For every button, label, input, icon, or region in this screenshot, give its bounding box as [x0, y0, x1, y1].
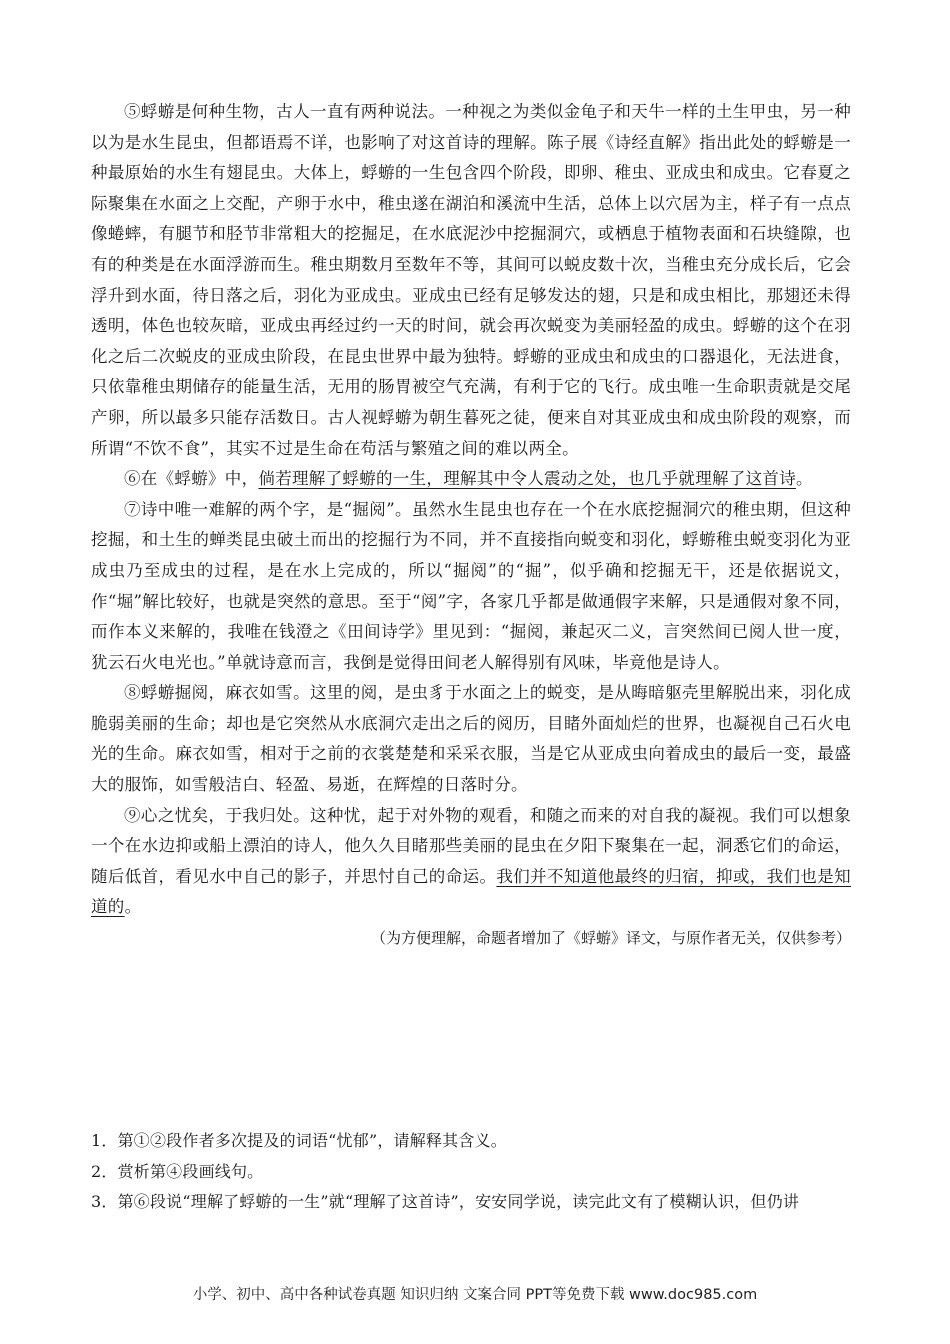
paragraph-9-end: 。 — [124, 897, 142, 917]
editor-note: （为方便理解，命题者增加了《蜉蝣》译文，与原作者无关，仅供参考） — [370, 929, 851, 948]
page-footer: 小学、初中、高中各种试卷真题 知识归纳 文案合同 PPT等免费下载 www.doc985.com — [192, 1287, 758, 1303]
paragraph-9 — [91, 801, 851, 923]
paragraph-9-underlined-sentence: 我们并不知道他最终的归宿，抑或，我们也是知道的 — [91, 866, 851, 917]
question-3: 3．第⑥段说“理解了蜉蝣的一生”就“理解了这首诗”，安安同学说，读完此文有了模糊认识，但仍讲 — [91, 1192, 800, 1211]
paragraph-6-lead: ⑥在《蜉蝣》中， — [124, 469, 259, 489]
paragraph-9-lead: ⑨心之忧矣，于我归处。这种忧，起于对外物的观看，和随之而来的对自我的凝视。我们可以想象一个在水边抑或船上漂泊的诗人，他久久目睹那些美丽的昆虫在夕阳下聚集在一起，洞悉它们的命运，随后低首，看见水中自己的影子，并思忖自己的命运。 — [91, 805, 851, 886]
paragraph-7: ⑦诗中唯一难解的两个字，是“掘阅”。虽然水生昆虫也存在一个在水底挖掘洞穴的稚虫期，但这种挖掘，和土生的蝉类昆虫破土而出的挖掘行为不同，并不直接指向蜕变和羽化，蜉蝣稚虫蜕变羽化为亚成虫乃至成虫的过程，是在水上完成的，所以“掘阅”的“掘”，似乎确和挖掘无干，还是依据说文，作“堀”解比较好，也就是突然的意思。至于“阅”字，各家几乎都是做通假字来解，只是通假对象不同，而作本义来解的，我唯在钱澄之《田间诗学》里见到：“掘阅，兼起灭二义，言突然间已阅人世一度，犹云石火电光也。”单就诗意而言，我倒是觉得田间老人解得别有风味，毕竟他是诗人。 — [91, 499, 851, 672]
question-2: 2．赏析第④段画线句。 — [91, 1161, 264, 1181]
question-list — [91, 1126, 881, 1218]
paragraph-6-end: 。 — [796, 469, 813, 489]
paragraph-8: ⑧蜉蝣掘阅，麻衣如雪。这里的阅，是虫豸于水面之上的蜕变，是从晦暗躯壳里解脱出来，羽化成脆弱美丽的生命；却也是它突然从水底洞穴走出之后的阅历，目睹外面灿烂的世界，也凝视自己石火电光的生命。麻衣如雪，相对于之前的衣裳楚楚和采采衣服，当是它从亚成虫向着成虫的最后一变，最盛大的服饰，如雪般洁白、轻盈、易逝，在辉煌的日落时分。 — [91, 683, 851, 795]
question-1: 1．第①②段作者多次提及的词语“忧郁”，请解释其含义。 — [91, 1131, 507, 1150]
paragraph-6-underlined-sentence: 倘若理解了蜉蝣的一生，理解其中令人震动之处，也几乎就理解了这首诗 — [258, 469, 797, 489]
article-body — [91, 97, 851, 954]
paragraph-6 — [91, 464, 851, 495]
paragraph-5: ⑤蜉蝣是何种生物，古人一直有两种说法。一种视之为类似金龟子和天牛一样的土生甲虫，另一种以为是水生昆虫，但都语焉不详，也影响了对这首诗的理解。陈子展《诗经直解》指出此处的蜉蝣是一种最原始的水生有翅昆虫。大体上，蜉蝣的一生包含四个阶段，即卵、稚虫、亚成虫和成虫。它春夏之际聚集在水面之上交配，产卵于水中，稚虫遂在湖泊和溪流中生活，总体上以穴居为主，样子有一点点像蜷蟀，有腿节和胫节非常粗大的挖掘足，在水底泥沙中挖掘洞穴，或栖息于植物表面和石块缝隙，也有的种类是在水面浮游而生。稚虫期数月至数年不等，其间可以蜕皮数十次，当稚虫充分成长后，它会浮升到水面，待日落之后，羽化为亚成虫。亚成虫已经有足够发达的翅，只是和成虫相比，那翅还未得透明，体色也较灰暗，亚成虫再经过约一天的时间，就会再次蜕变为美丽轻盈的成虫。蜉蝣的这个在羽化之后二次蜕皮的亚成虫阶段，在昆虫世界中最为独特。蜉蝣的亚成虫和成虫的口器退化，无法进食，只依靠稚虫期储存的能量生活，无用的肠胃被空气充满，有利于它的飞行。成虫唯一生命职责就是交尾产卵，所以最多只能存活数日。古人视蜉蝣为朝生暮死之徒，便来自对其亚成虫和成虫阶段的观察，而所谓“不饮不食”，其实不过是生命在苟活与繁殖之间的难以两全。 — [91, 102, 851, 458]
